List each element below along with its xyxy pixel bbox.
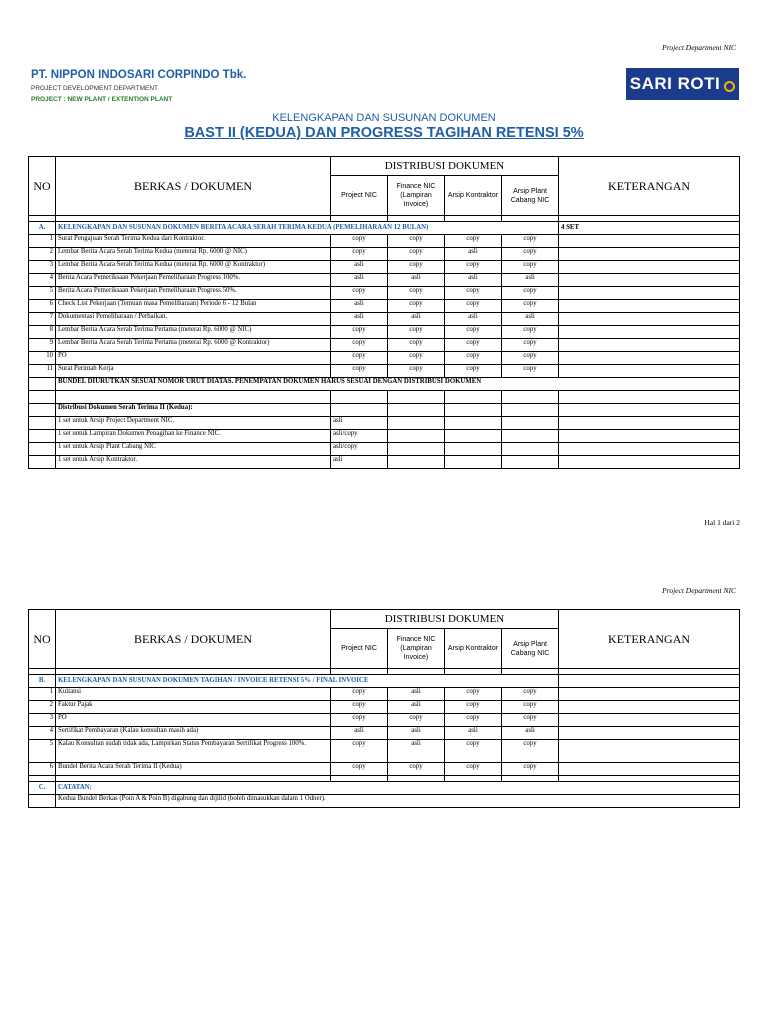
section-a-row (29, 222, 740, 235)
distribution-value: asli/copy (331, 443, 388, 456)
header-arsip-plant: Arsip Plant Cabang NIC (502, 176, 559, 216)
distribution-value: asli (331, 456, 388, 469)
table-row (29, 688, 740, 701)
distribution-description: 1 set untuk Arsip Kontraktor. (56, 456, 331, 469)
cell-finance-nic: copy (388, 248, 445, 261)
section-letter: A. (29, 222, 56, 235)
row-number: 4 (29, 274, 56, 287)
table-cell (445, 443, 502, 456)
cell-arsip-plant: copy (502, 326, 559, 339)
distribution-description: 1 set untuk Arsip Project Department NIC. (56, 417, 331, 430)
cell-project-nic: copy (331, 688, 388, 701)
table-cell (388, 417, 445, 430)
header-project-nic: Project NIC (331, 176, 388, 216)
table-row (29, 339, 740, 352)
header-keterangan: KETERANGAN (559, 157, 740, 216)
cell-finance-nic: copy (388, 261, 445, 274)
row-description: Berita Acara Pemeriksaan Pekerjaan Pemeliharaan Progress 100%. (56, 274, 331, 287)
row-number (29, 417, 56, 430)
row-description: Surat Perintah Kerja (56, 365, 331, 378)
row-number: 7 (29, 313, 56, 326)
table-row (29, 235, 740, 248)
bundle-note: BUNDEL DIURUTKAN SESUAI NOMOR URUT DIATAS. PENEMPATAN DOKUMEN HARUS SESUAI DENGAN DISTRIBUSI DOKUMEN (56, 378, 740, 391)
row-description: Surat Pengajuan Serah Terima Kedua dari Kontraktor. (56, 235, 331, 248)
cell-project-nic: copy (331, 287, 388, 300)
table-cell (388, 430, 445, 443)
cell-project-nic: copy (331, 714, 388, 727)
cell-arsip-plant: copy (502, 235, 559, 248)
cell-keterangan (559, 339, 740, 352)
sub-department: PROJECT DEVELOPMENT DEPARTMENT (31, 85, 159, 92)
distribution-description: 1 set untuk Arsip Plant Cabang NIC (56, 443, 331, 456)
cell-project-nic: asli (331, 727, 388, 740)
cell-arsip-plant: copy (502, 688, 559, 701)
cell-keterangan (559, 300, 740, 313)
table-row (29, 365, 740, 378)
table-cell (388, 443, 445, 456)
cell-arsip-plant: copy (502, 248, 559, 261)
cell-project-nic: asli (331, 300, 388, 313)
table-row (29, 313, 740, 326)
cell-keterangan (559, 688, 740, 701)
row-description: Faktur Pajak (56, 701, 331, 714)
cell-keterangan (559, 740, 740, 763)
header-berkas: BERKAS / DOKUMEN (56, 610, 331, 669)
section-letter: C. (29, 782, 56, 795)
row-number: 2 (29, 701, 56, 714)
cell-project-nic: copy (331, 701, 388, 714)
cell-arsip-plant: copy (502, 740, 559, 763)
section-c-row (29, 782, 740, 795)
header-arsip-plant: Arsip Plant Cabang NIC (502, 629, 559, 669)
row-number: 8 (29, 326, 56, 339)
distribution-row (29, 417, 740, 430)
distribution-title-row (29, 404, 740, 417)
cell-project-nic: asli (331, 274, 388, 287)
row-description: Berita Acara Pemeriksaan Pekerjaan Pemeliharaan Progress 50%. (56, 287, 331, 300)
row-description: Sertifikat Pembayaran (Kalau konsultan masih ada) (56, 727, 331, 740)
cell-arsip-kontraktor: copy (445, 287, 502, 300)
cell-keterangan (559, 274, 740, 287)
table-row (29, 326, 740, 339)
cell-keterangan (559, 352, 740, 365)
cell-arsip-plant: asli (502, 727, 559, 740)
header-distribusi: DISTRIBUSI DOKUMEN (331, 610, 559, 629)
cell-arsip-kontraktor: copy (445, 701, 502, 714)
cell-arsip-plant: copy (502, 339, 559, 352)
header-arsip-kontraktor: Arsip Kontraktor (445, 629, 502, 669)
row-description: Lembar Berita Acara Serah Terima Pertama (meterai Rp. 6000 @ NIC) (56, 326, 331, 339)
row-number: 5 (29, 740, 56, 763)
header-no: NO (29, 610, 56, 669)
table-row (29, 740, 740, 763)
header-finance-nic: Finance NIC (Lampiran Invoice) (388, 629, 445, 669)
cell-finance-nic: copy (388, 339, 445, 352)
header-berkas: BERKAS / DOKUMEN (56, 157, 331, 216)
distribution-row (29, 443, 740, 456)
cell-arsip-kontraktor: asli (445, 313, 502, 326)
table-row (29, 701, 740, 714)
row-description: Lembar Berita Acara Serah Terima Kedua (meterai Rp. 6000 @ Kontraktor) (56, 261, 331, 274)
row-number (29, 430, 56, 443)
cell-keterangan (559, 701, 740, 714)
row-number: 1 (29, 235, 56, 248)
company-name: PT. NIPPON INDOSARI CORPINDO Tbk. (31, 69, 247, 81)
row-number: 5 (29, 287, 56, 300)
cell-finance-nic: asli (388, 274, 445, 287)
table-row (29, 763, 740, 776)
row-description: PO (56, 714, 331, 727)
section-title: KELENGKAPAN DAN SUSUNAN DOKUMEN TAGIHAN / INVOICE RETENSI 5% / FINAL INVOICE (56, 675, 559, 688)
cell-keterangan (559, 313, 740, 326)
row-description: Lembar Berita Acara Serah Terima Pertama (meterai Rp. 6000 @ Kontraktor) (56, 339, 331, 352)
table-cell (559, 456, 740, 469)
cell-arsip-plant: copy (502, 287, 559, 300)
cell-project-nic: copy (331, 763, 388, 776)
cell-project-nic: copy (331, 248, 388, 261)
row-number: 4 (29, 727, 56, 740)
cell-finance-nic: copy (388, 235, 445, 248)
cell-arsip-kontraktor: copy (445, 352, 502, 365)
table-cell (559, 443, 740, 456)
cell-arsip-plant: copy (502, 365, 559, 378)
table-row (29, 274, 740, 287)
cell-arsip-plant: asli (502, 313, 559, 326)
row-number: 11 (29, 365, 56, 378)
row-number: 1 (29, 688, 56, 701)
cell-keterangan (559, 727, 740, 740)
row-number: 10 (29, 352, 56, 365)
row-description: Kuitansi (56, 688, 331, 701)
cell-finance-nic: copy (388, 326, 445, 339)
header-project-nic: Project NIC (331, 629, 388, 669)
section-note: 4 SET (559, 222, 740, 235)
cell-project-nic: copy (331, 339, 388, 352)
cell-keterangan (559, 248, 740, 261)
row-number: 3 (29, 714, 56, 727)
cell-finance-nic: copy (388, 352, 445, 365)
row-description: Lembar Berita Acara Serah Terima Kedua (meterai Rp. 6000 @ NIC) (56, 248, 331, 261)
table-cell (502, 456, 559, 469)
document-title-line1: KELENGKAPAN DAN SUSUNAN DOKUMEN (272, 112, 496, 124)
cell-arsip-kontraktor: copy (445, 763, 502, 776)
row-number (29, 443, 56, 456)
row-number: 2 (29, 248, 56, 261)
cell-arsip-kontraktor: copy (445, 300, 502, 313)
header-finance-nic: Finance NIC (Lampiran Invoice) (388, 176, 445, 216)
table-cell (559, 417, 740, 430)
department-note: Project Department NIC (662, 43, 736, 52)
title-text: BAST II (KEDUA) DAN PROGRESS TAGIHAN RETENSI 5% (184, 125, 584, 141)
cell-keterangan (559, 714, 740, 727)
table-row (29, 300, 740, 313)
logo-text: SARI ROTI (629, 74, 721, 93)
page-number: Hal 1 dari 2 (704, 518, 740, 527)
cell-finance-nic: asli (388, 740, 445, 763)
table-cell (502, 430, 559, 443)
section-letter: B. (29, 675, 56, 688)
cell-finance-nic: asli (388, 313, 445, 326)
cell-keterangan (559, 235, 740, 248)
section-b-row (29, 675, 740, 688)
sari-roti-logo (626, 68, 739, 100)
document-table-page2 (28, 609, 740, 808)
catatan-note: Kedua Bundel Berkas (Poin A & Poin B) digabung dan dijilid (boleh dimasukkan dalam 1 Odner). (56, 795, 740, 808)
cell-finance-nic: copy (388, 365, 445, 378)
cell-project-nic: copy (331, 365, 388, 378)
table-row (29, 352, 740, 365)
table-row (29, 727, 740, 740)
cell-finance-nic: copy (388, 287, 445, 300)
cell-finance-nic: asli (388, 701, 445, 714)
cell-arsip-plant: copy (502, 300, 559, 313)
distribution-description: 1 set untuk Lampiran Dokumen Penagihan ke Finance NIC. (56, 430, 331, 443)
distribution-title: Distribusi Dokumen Serah Terima II (Kedua): (56, 404, 331, 417)
cell-arsip-kontraktor: copy (445, 235, 502, 248)
row-number: 6 (29, 763, 56, 776)
row-description: Check List Pekerjaan (Temuan masa Pemeliharaan) Periode 6 - 12 Bulan (56, 300, 331, 313)
cell-arsip-kontraktor: copy (445, 688, 502, 701)
table-row (29, 714, 740, 727)
table-cell (445, 456, 502, 469)
table-row (29, 261, 740, 274)
cell-arsip-plant: copy (502, 701, 559, 714)
header-no: NO (29, 157, 56, 216)
department-note-page2: Project Department NIC (662, 586, 736, 595)
table-cell (388, 456, 445, 469)
cell-keterangan (559, 365, 740, 378)
cell-arsip-kontraktor: copy (445, 261, 502, 274)
header-arsip-kontraktor: Arsip Kontraktor (445, 176, 502, 216)
cell-arsip-plant: copy (502, 714, 559, 727)
note-row (29, 795, 740, 808)
cell-arsip-plant: copy (502, 352, 559, 365)
cell-project-nic: copy (331, 740, 388, 763)
cell-project-nic: asli (331, 261, 388, 274)
cell-project-nic: copy (331, 326, 388, 339)
document-title-line2 (0, 125, 768, 141)
cell-arsip-kontraktor: copy (445, 740, 502, 763)
table-cell (502, 417, 559, 430)
bundle-note-row (29, 378, 740, 391)
table-cell (445, 417, 502, 430)
row-number: 6 (29, 300, 56, 313)
cell-finance-nic: copy (388, 714, 445, 727)
cell-finance-nic: copy (388, 300, 445, 313)
cell-project-nic: copy (331, 235, 388, 248)
header-keterangan: KETERANGAN (559, 610, 740, 669)
row-number (29, 456, 56, 469)
section-title: KELENGKAPAN DAN SUSUNAN DOKUMEN BERITA ACARA SERAH TERIMA KEDUA (PEMELIHARAAN 12 BULAN) (56, 222, 559, 235)
cell-finance-nic: asli (388, 727, 445, 740)
cell-arsip-kontraktor: asli (445, 248, 502, 261)
document-table-page1 (28, 156, 740, 469)
cell-arsip-kontraktor: copy (445, 326, 502, 339)
sun-icon (724, 81, 735, 92)
cell-arsip-plant: copy (502, 763, 559, 776)
table-cell (502, 443, 559, 456)
project-label: PROJECT : NEW PLANT / EXTENTION PLANT (31, 96, 173, 103)
header-distribusi: DISTRIBUSI DOKUMEN (331, 157, 559, 176)
cell-finance-nic: asli (388, 688, 445, 701)
cell-project-nic: asli (331, 313, 388, 326)
cell-arsip-kontraktor: copy (445, 714, 502, 727)
cell-arsip-plant: copy (502, 261, 559, 274)
row-description: Kalau Konsultan sudah tidak ada, Lampirkan Status Pembayaran Sertifikat Progress 100%. (56, 740, 331, 763)
distribution-row (29, 456, 740, 469)
table-cell (559, 430, 740, 443)
cell-project-nic: copy (331, 352, 388, 365)
cell-arsip-kontraktor: asli (445, 274, 502, 287)
table-row (29, 287, 740, 300)
distribution-value: asli/copy (331, 430, 388, 443)
cell-arsip-plant: asli (502, 274, 559, 287)
cell-arsip-kontraktor: copy (445, 339, 502, 352)
row-number: 9 (29, 339, 56, 352)
table-cell (445, 430, 502, 443)
cell-arsip-kontraktor: asli (445, 727, 502, 740)
cell-keterangan (559, 261, 740, 274)
row-number: 3 (29, 261, 56, 274)
cell-keterangan (559, 326, 740, 339)
cell-keterangan (559, 287, 740, 300)
cell-arsip-kontraktor: copy (445, 365, 502, 378)
cell-keterangan (559, 763, 740, 776)
distribution-value: asli (331, 417, 388, 430)
cell-finance-nic: copy (388, 763, 445, 776)
row-description: PO (56, 352, 331, 365)
distribution-row (29, 430, 740, 443)
row-description: Bundel Berita Acara Serah Terima II (Kedua) (56, 763, 331, 776)
row-description: Dokumentasi Pemeliharaan / Perbaikan. (56, 313, 331, 326)
table-row (29, 248, 740, 261)
section-title: CATATAN: (56, 782, 740, 795)
